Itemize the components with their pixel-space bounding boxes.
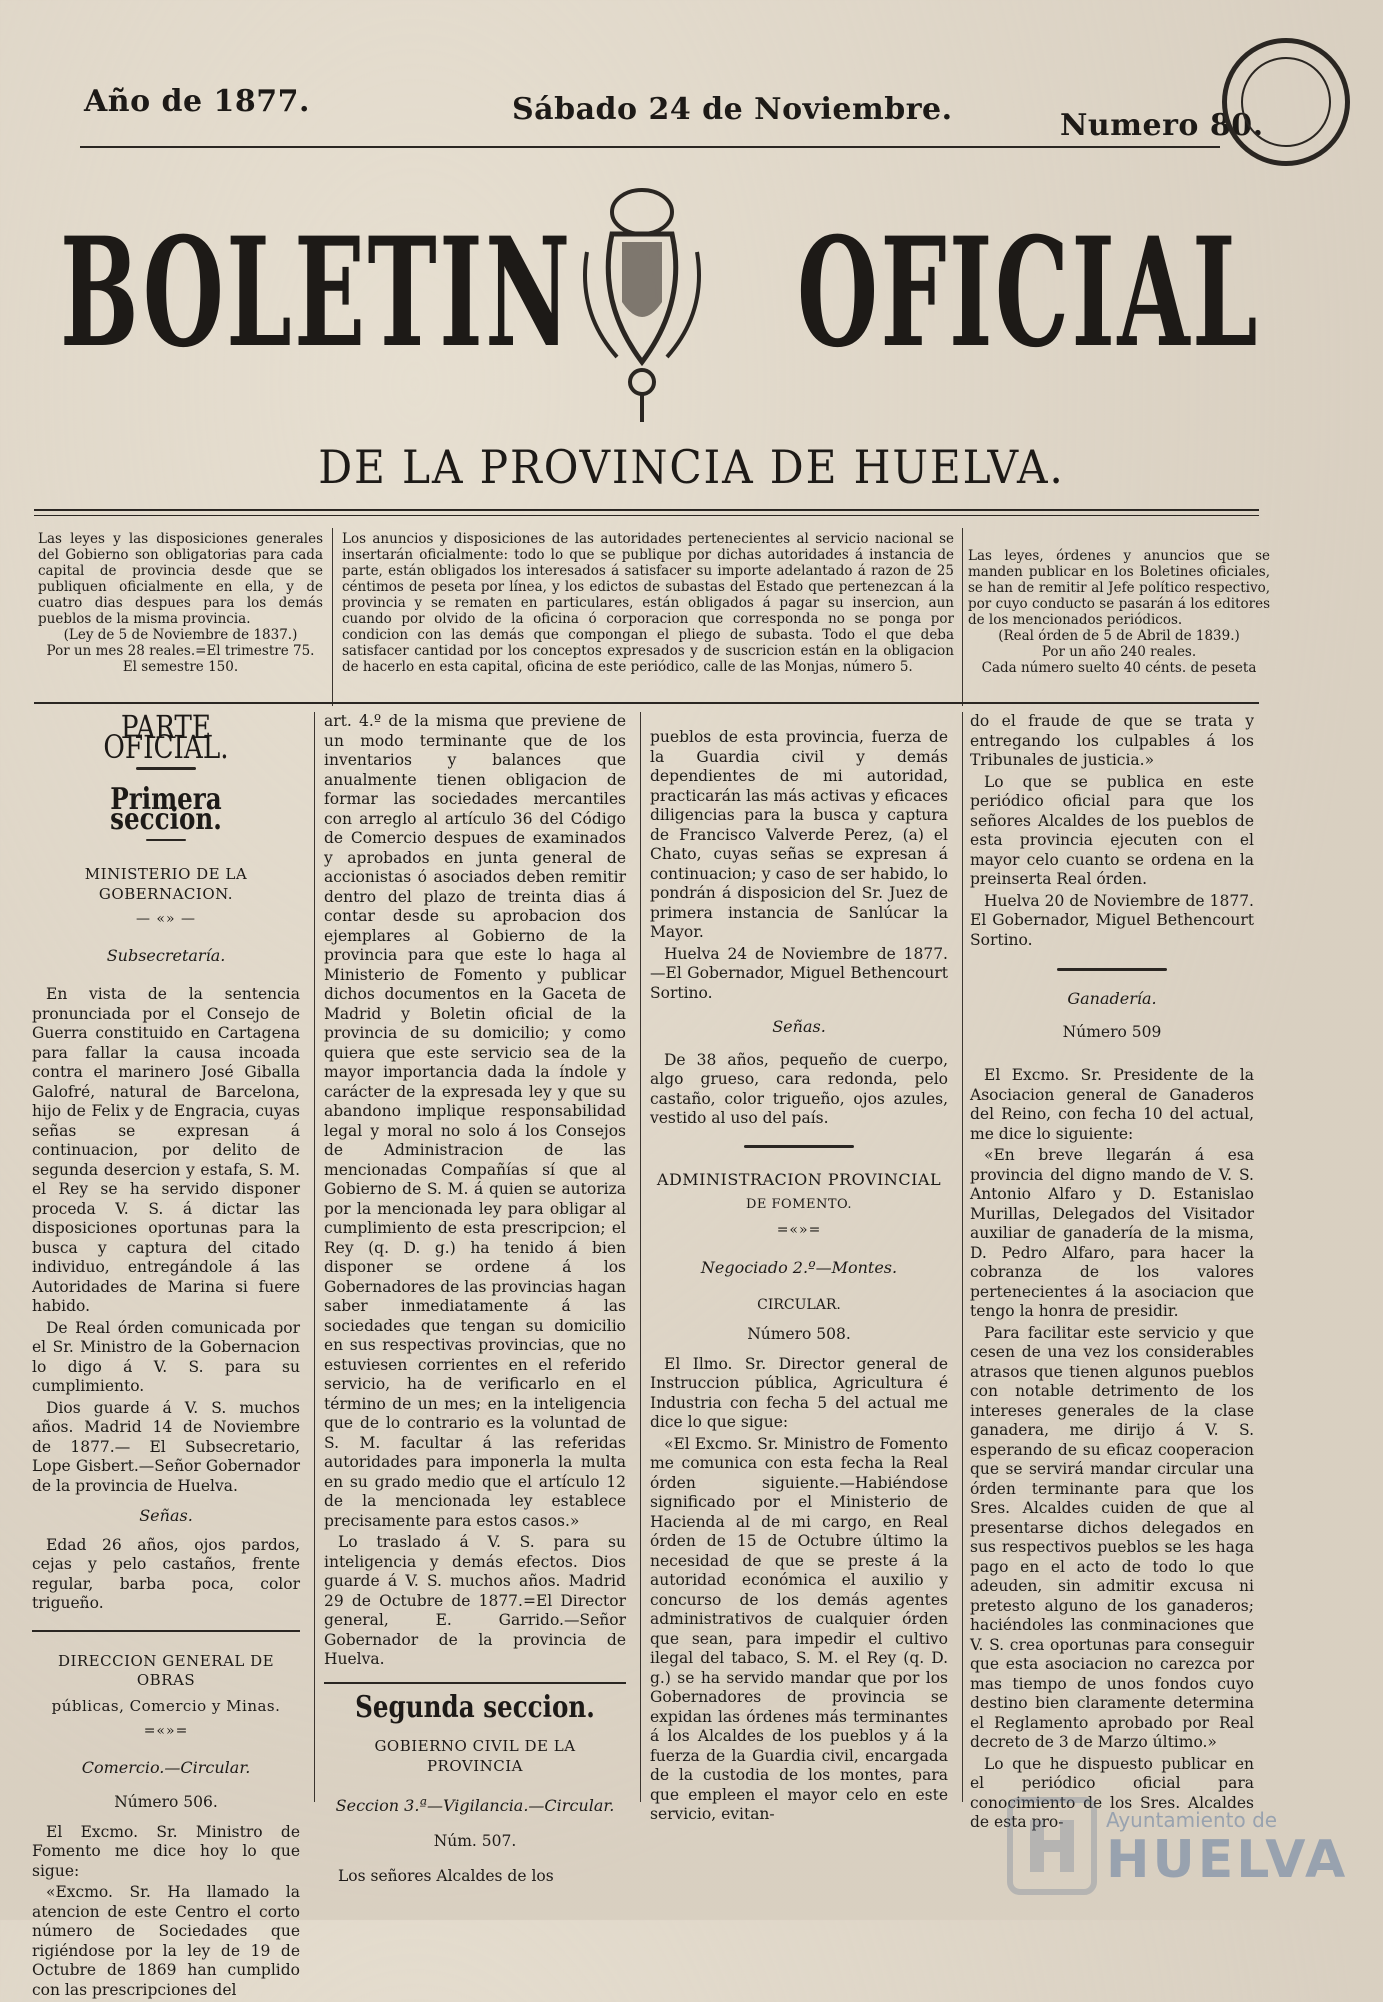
issue-date: Sábado 24 de Noviembre. (512, 92, 953, 127)
info-left-text: Las leyes y las disposiciones generales del Gobierno son obligatorias para cada capital de provincia desde que se publiquen oficialmente en ella, y de cuatro dias despues para los demás pueblos de la misma provincia. (38, 531, 323, 627)
col2-paragraph-3: Los señores Alcaldes de los (338, 1867, 554, 1885)
info-divider-1 (332, 528, 333, 706)
col3-paragraph-5: «El Excmo. Sr. Ministro de Fomento me comunica con esta fecha la Real órden siguiente.—Habiéndose significado por el Ministerio de Hacienda al de mi cargo, en Real órden de 15 de Octubre último la necesidad de que se preste á la autoridad económica el auxilio y concurso de los demás agentes administrativos de cualquier órden que sean, para impedir el cultivo ilegal del tabaco, S. M. el Rey (q. D. g.) se ha servido mandar que por los Gobernadores de provincia se expidan las órdenes más terminantes á los Alcaldes de los pueblos y á la fuerza de la Guardia civil, encargada de la custodia de los montes, para que empleen el mayor celo en este servicio, evitan- (650, 1434, 948, 1823)
col4-paragraph-4: El Excmo. Sr. Presidente de la Asociacion general de Ganaderos del Reino, con fecha 10 del actual, me dice lo siguiente: (970, 1066, 1254, 1143)
col-divider-3 (962, 712, 963, 1802)
section-rule (324, 1682, 626, 1684)
separator (136, 767, 196, 770)
ministerio-heading: MINISTERIO DE LA GOBERNACION. (84, 865, 248, 903)
col-divider-1 (314, 712, 315, 1802)
col4-paragraph-7: Lo que he dispuesto publicar en el periódico oficial para conocimiento de los Sres. Alcaldes de esta pro- (970, 1754, 1254, 1831)
primera-seccion-heading: Primera seccion. (110, 782, 222, 837)
info-left-law: (Ley de 5 de Noviembre de 1837.) (63, 627, 298, 643)
ayuntamiento-logo-icon (1006, 1796, 1098, 1896)
col2-paragraph-2: Lo traslado á V. S. para su inteligencia y demás efectos. Dios guarde á V. S. muchos años. Madrid 29 de Octubre de 1877.=El Director general, E. Garrido.—Señor Gobernador de la provincia de Huelva. (324, 1533, 626, 1668)
segunda-seccion-heading: Segunda seccion. (355, 1689, 595, 1725)
senas-heading: Señas. (772, 1017, 826, 1036)
column-4 (970, 712, 1254, 1835)
info-center (342, 531, 954, 675)
info-left (38, 531, 323, 675)
masthead-subtitle: DE LA PROVINCIA DE HUELVA. (318, 440, 1065, 494)
watermark-line-1: Ayuntamiento de (1106, 1808, 1278, 1832)
direccion-subheading: públicas, Comercio y Minas. (51, 1696, 281, 1715)
watermark-line-2: HUELVA (1106, 1830, 1349, 1890)
info-bottom-rule (34, 702, 1259, 704)
column-2 (324, 712, 626, 1889)
info-right-order: (Real órden de 5 de Abril de 1839.) (998, 628, 1240, 644)
col1-paragraph-1: En vista de la sentencia pronunciada por el Consejo de Guerra constituido en Cartagena para fallar la causa incoada contra el marinero José Giballa Galofré, natural de Barcelona, hijo de Felix y de Engracia, cuyas señas se expresan á continuacion, por delito de segunda desercion y estafa, S. M. el Rey se ha servido disponer proceda V. S. á dictar las disposiciones oportunas para la busca y captura del citado individuo, entregándole á las Autoridades de Marina si fuere habido. (32, 985, 300, 1315)
col4-paragraph-1: do el fraude de que se trata y entregando los culpables á los Tribunales de justicia.» (970, 712, 1254, 769)
senas-heading: Señas. (139, 1506, 193, 1525)
numero-506: Número 506. (114, 1793, 218, 1811)
info-top-rule-thin (34, 515, 1259, 516)
col4-paragraph-5: «En breve llegarán á esa provincia del digno mando de V. S. Antonio Alfaro y D. Estanislao Murillas, Delegados del Visitador auxiliar de ganadería de la misma, D. Pedro Alfaro, para hacer la cobranza de los valores pertenecientes á la asociacion que tengo la honra de presidir. (970, 1146, 1254, 1320)
ornament: =«»= (776, 1221, 822, 1238)
separator (744, 1145, 854, 1148)
col1-paragraph-6: «Excmo. Sr. Ha llamado la atencion de este Centro el corto número de Sociedades que rigiéndose por la ley de 19 de Octubre de 1869 han cumplido con las prescripciones del (32, 1883, 300, 1999)
administracion-subheading: DE FOMENTO. (745, 1197, 853, 1212)
header-rule (80, 146, 1220, 148)
section-rule (32, 1630, 300, 1632)
column-3 (650, 728, 948, 1827)
ornament: =«»= (143, 1723, 189, 1739)
col4-paragraph-6: Para facilitar este servicio y que cesen de una vez los considerables atrasos que tienen algunos pueblos con notable detrimento de los intereses generales de la clase ganadera, me dirijo á V. S. esperando de su eficaz cooperacion que se servirá mandar circular una órden terminante para que los Sres. Alcaldes cuiden de que al presentarse dichos delegados en sus respectivos pueblos se les haga pago en el acto de todo lo que adeuden, sin admitir excusa ni pretesto alguno de los ganaderos; haciéndoles las conminaciones que V. S. crea oportunas para conseguir que esta asociacion no carezca por mas tiempo de unos fondos cuyo destino bien claramente determina el Reglamento aprobado por Real decreto de 3 de Marzo último.» (970, 1323, 1254, 1751)
info-top-rule (34, 509, 1259, 511)
gobierno-civil-heading: GOBIERNO CIVIL DE LA PROVINCIA (374, 1737, 576, 1775)
info-right-price: Por un año 240 reales. (1041, 644, 1197, 660)
col3-paragraph-1: pueblos de esta provincia, fuerza de la Guardia civil y demás dependientes de mi autoridad, practicarán las más activas y eficaces diligencias para la busca y captura de Francisco Valverde Perez, (a) el Chato, cuyas señas se expresan á continuacion; y caso de ser habido, lo pondrán á disposicion del Sr. Juez de primera instancia de Sanlúcar la Mayor. (650, 728, 948, 941)
info-right (968, 548, 1270, 676)
subsecretaria-heading: Subsecretaría. (106, 945, 226, 965)
masthead-word-oficial: OFICIAL (797, 205, 1260, 381)
numero-509: Número 509 (1062, 1022, 1162, 1041)
seccion-vigilancia-heading: Seccion 3.ª—Vigilancia.—Circular. (335, 1796, 615, 1815)
col3-paragraph-3: De 38 años, pequeño de cuerpo, algo grueso, cara redonda, pelo castaño, color trigueño, ojos azules, vestido al uso del país. (650, 1050, 948, 1127)
issue-number: Numero 80. (1060, 108, 1264, 143)
info-left-semester: El semestre 150. (122, 659, 239, 675)
info-right-single: Cada número suelto 40 cénts. de peseta (981, 660, 1257, 676)
issue-year: Año de 1877. (84, 84, 310, 119)
column-1 (32, 708, 300, 2002)
col1-paragraph-5: El Excmo. Sr. Ministro de Fomento me dice hoy lo que sigue: (32, 1822, 300, 1880)
col1-paragraph-3: Dios guarde á V. S. muchos años. Madrid 14 de Noviembre de 1877.— El Subsecretario, Lope Gisbert.—Señor Gobernador de la provincia de Huelva. (32, 1398, 300, 1495)
col-divider-2 (640, 712, 641, 1802)
masthead-word-boletin: BOLETIN (60, 205, 573, 381)
info-left-price: Por un mes 28 reales.=El trimestre 75. (46, 643, 315, 659)
col4-paragraph-2: Lo que se publica en este periódico oficial para que los señores Alcaldes de los pueblos de esta provincia ejecuten con el mayor celo cuanto se ordena en la preinserta Real órden. (970, 772, 1254, 888)
col4-paragraph-3: Huelva 20 de Noviembre de 1877. El Gobernador, Miguel Bethencourt Sortino. (970, 891, 1254, 949)
numero-507: Núm. 507. (433, 1831, 517, 1850)
ganaderia-heading: Ganadería. (1067, 989, 1157, 1008)
coat-of-arms-icon (577, 182, 707, 427)
info-right-text: Las leyes, órdenes y anuncios que se manden publicar en los Boletines oficiales, se han de remitir al Jefe político respectivo, por cuyo conducto se pasarán á los editores de los mencionados periódicos. (968, 548, 1270, 628)
col2-paragraph-1: art. 4.º de la misma que previene de un modo terminante que de los inventarios y balances que anualmente tienen obligacion de formar las sociedades mercantiles con arreglo al artículo 36 del Código de Comercio despues de examinados y aprobados en junta general de accionistas ó asociados deben remitir dentro del plazo de treinta dias á contar desde su aprobacion dos ejemplares al Gobierno de la provincia para que este lo haga al Ministerio de Fomento y publicar dichos documentos en la Gaceta de Madrid y Boletin oficial de la provincia de su domicilio; y como quiera que este servicio sea de la mayor importancia dada la índole y carácter de la expresada ley y que su abandono implique responsabilidad legal y moral no solo á los Consejos de Administracion de las mencionadas Compañías sí que al Gobierno de S. M. á quien se autoriza por la mencionada ley para obligar al cumplimiento de esta prescripcion; el Rey (q. D. g.) ha tenido á bien disponer se ordene á los Gobernadores de las provincias hagan saber inmediatamente á las sociedades que tengan su domicilio en sus respectivas provincias, que no estuviesen corrientes en el referido servicio, ha de verificarlo en el término de un mes; en la inteligencia que de lo contrario es la voluntad de S. M. facultar á las referidas autoridades para imponerla la multa en su grado medio que el artículo 12 de la mencionada ley establece precisamente para estos casos.» (324, 712, 626, 1530)
negociado-heading: Negociado 2.º—Montes. (700, 1258, 898, 1277)
administracion-heading: ADMINISTRACION PROVINCIAL (656, 1169, 942, 1189)
col1-paragraph-2: De Real órden comunicada por el Sr. Ministro de la Gobernacion lo digo á V. S. para su cumplimiento. (32, 1318, 300, 1395)
col3-paragraph-2: Huelva 24 de Noviembre de 1877.—El Gobernador, Miguel Bethencourt Sortino. (650, 944, 948, 1002)
circular-heading: CIRCULAR. (757, 1296, 841, 1313)
col1-paragraph-4: Edad 26 años, ojos pardos, cejas y pelo castaños, frente regular, barba poca, color trigueño. (32, 1535, 300, 1612)
separator (146, 839, 186, 841)
parte-oficial-heading: PARTE OFICIAL. (103, 708, 229, 766)
seal-stamp-icon (1222, 38, 1350, 166)
info-center-text: Los anuncios y disposiciones de las autoridades pertenecientes al servicio nacional se insertarán oficialmente: todo lo que se publique por dichas autoridades á instancia de parte, están obligados los interesados á satisfacer su importe adelantado á razon de 25 céntimos de peseta por línea, y los edictos de subastas del Estado que pertenezcan á la provincia y se rematen en particulares, están obligados á pagar su insercion, aun cuando por olvido de la oficina ó corporacion que corresponda no se ponga por condicion con las demás que compongan el pliego de subasta. Todo el que deba satisfacer cantidad por los conceptos expresados y de suscricion están en la obligacion de hacerlo en esta capital, oficina de este periódico, calle de las Monjas, número 5. (342, 531, 954, 675)
ornament: — «» — (135, 911, 197, 927)
direccion-heading: DIRECCION GENERAL DE OBRAS (57, 1651, 275, 1689)
col3-paragraph-4: El Ilmo. Sr. Director general de Instruccion pública, Agricultura é Industria con fecha 5 del actual me dice lo que sigue: (650, 1354, 948, 1431)
info-divider-2 (962, 528, 963, 706)
comercio-heading: Comercio.—Circular. (81, 1757, 251, 1777)
numero-508: Número 508. (747, 1325, 851, 1343)
separator (1057, 968, 1167, 971)
